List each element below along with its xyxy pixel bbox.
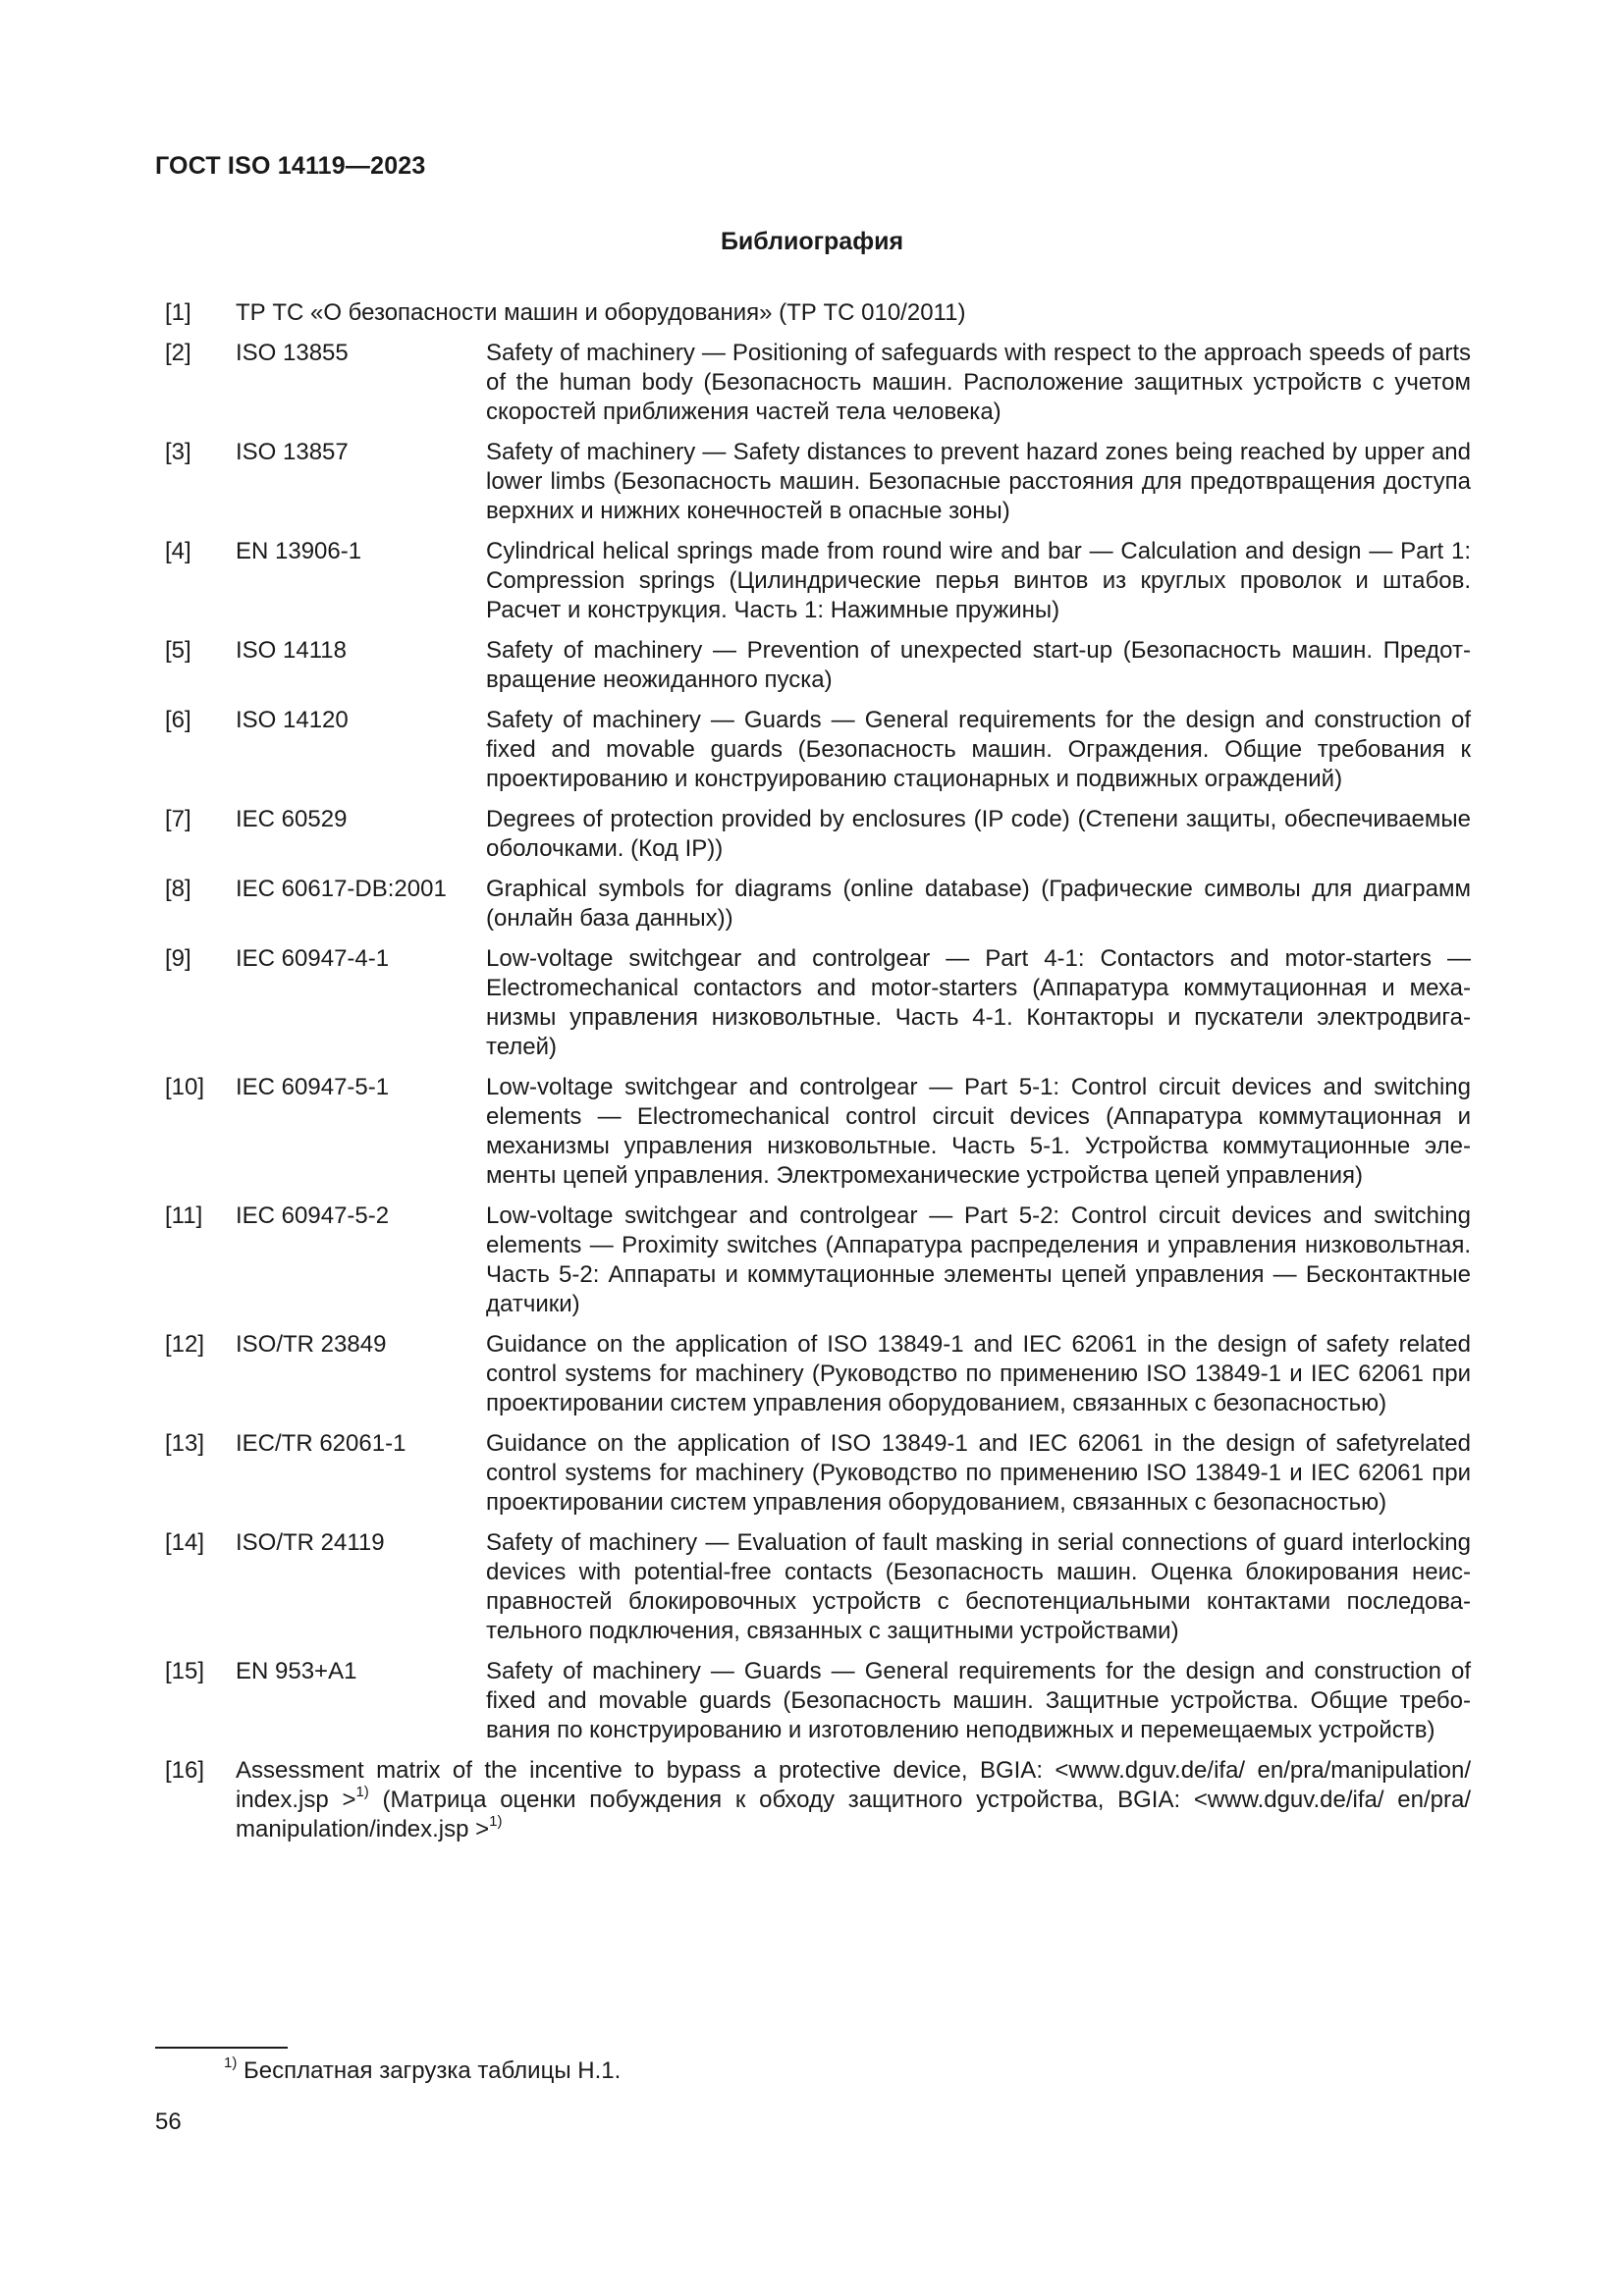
bib-number: [13]	[165, 1430, 205, 1457]
bib-code: IEC 60947-4-1	[236, 945, 390, 972]
bib-code: ISO 14118	[236, 637, 347, 664]
bib-entry	[165, 706, 1471, 794]
bib-number: [5]	[165, 637, 191, 664]
bib-code: IEC 60529	[236, 806, 348, 832]
bib-entry	[165, 1073, 1471, 1191]
bib-entry	[165, 636, 1471, 695]
bib-description: Safety of machinery — Prevention of unexpected start-up (Безопасность машин. Предотвращение неожиданного пуска)	[486, 637, 1471, 693]
bib-entry	[165, 875, 1471, 934]
bib-description: Safety of machinery — Evaluation of fault masking in serial connections of guard interlocking devices with potential-free contacts (Безопасность машин. Оценка блокирования неисправностей блокировочных устройств с беспотенциальными контактами последовательного подключения, связанных с защитными устройствами)	[486, 1529, 1471, 1644]
bib-description: Low-voltage switchgear and controlgear — Part 5-1: Control circuit devices and switching elements — Electromechanical control circuit devices (Аппаратура коммутационная и механизмы управления низковольтные. Часть 5-1. Устройства коммутационные элементы цепей управления. Электромеханические устройства цепей управления)	[486, 1074, 1471, 1189]
bib-entry-16	[165, 1756, 1471, 1844]
bib-number: [6]	[165, 707, 191, 733]
bib-number: [15]	[165, 1658, 205, 1684]
bib-number: [14]	[165, 1529, 205, 1556]
bib-entry	[165, 1330, 1471, 1418]
footnote	[224, 2057, 621, 2085]
bib-description: Graphical symbols for diagrams (online database) (Графические символы для диаграмм (онлайн база данных))	[486, 876, 1471, 932]
bib-entry	[165, 805, 1471, 864]
bib-description: Cylindrical helical springs made from round wire and bar — Calculation and design — Part 1: Compression springs (Цилиндрические перья винтов из круглых проволок и штабов. Расчет и конструкция. Часть 1: Нажимные пружины)	[486, 538, 1471, 623]
bib-number: [8]	[165, 876, 191, 902]
bib-code: ISO/TR 24119	[236, 1529, 385, 1556]
bib-number: [10]	[165, 1074, 205, 1100]
section-title: Библиография	[720, 228, 904, 255]
footnote-ref: 1)	[355, 1784, 369, 1800]
bib-entry	[165, 438, 1471, 526]
bib-code: IEC 60617-DB:2001	[236, 876, 447, 902]
bib-number: [2]	[165, 340, 191, 366]
bib-code: IEC 60947-5-2	[236, 1202, 390, 1229]
bib-entry	[165, 537, 1471, 625]
bib-code: EN 13906-1	[236, 538, 362, 564]
bib-entry	[165, 1657, 1471, 1745]
bib-description: Low-voltage switchgear and controlgear — Part 5-2: Control circuit devices and switching elements — Proximity switches (Аппаратура распределения и управления низковольтная. Часть 5-2: Аппараты и коммутационные элементы цепей управления — Бесконтактные датчики)	[486, 1202, 1471, 1317]
bib-entry-1	[165, 298, 1471, 328]
bib-description: Safety of machinery — Positioning of safeguards with respect to the approach speeds of parts of the human body (Безопасность машин. Расположение защитных устройств с учетом скоростей приближения частей тела человека)	[486, 340, 1471, 425]
bib-entry	[165, 1528, 1471, 1646]
footnote-marker: 1)	[224, 2055, 238, 2071]
bib-description: Guidance on the application of ISO 13849-1 and IEC 62061 in the design of safetyrelated control systems for machinery (Руководство по применению ISO 13849-1 и IEC 62061 при проектировании систем управления оборудованием, связанных с безопасностью)	[486, 1430, 1471, 1516]
bib-code: IEC/TR 62061-1	[236, 1430, 406, 1457]
bib-code: ISO 13855	[236, 340, 349, 366]
bib-description	[236, 1756, 1471, 1844]
bib-entry	[165, 1201, 1471, 1319]
footnote-text: Бесплатная загрузка таблицы Н.1.	[237, 2057, 622, 2084]
bib-number: [11]	[165, 1202, 203, 1229]
bib-entry	[165, 1429, 1471, 1518]
bib-description: Safety of machinery — Guards — General requirements for the design and construction of fixed and movable guards (Безопасность машин. Защитные устройства. Общие требования по конструированию и изготовлению неподвижных и перемещаемых устройств)	[486, 1658, 1471, 1743]
bib-number: [3]	[165, 439, 191, 465]
page-number: 56	[155, 2109, 182, 2135]
bib-number: [12]	[165, 1331, 205, 1358]
bib-description: Safety of machinery — Safety distances to prevent hazard zones being reached by upper and lower limbs (Безопасность машин. Безопасные расстояния для предотвращения доступа верхних и нижних конечностей в опасные зоны)	[486, 439, 1471, 524]
bib-description: Guidance on the application of ISO 13849-1 and IEC 62061 in the design of safety related control systems for machinery (Руководство по применению ISO 13849-1 и IEC 62061 при проектировании систем управления оборудованием, связанных с безопасностью)	[486, 1331, 1471, 1416]
bib-description: Safety of machinery — Guards — General requirements for the design and construction of fixed and movable guards (Безопасность машин. Ограждения. Общие требования к проектированию и конструированию стационарных и подвижных ограждений)	[486, 707, 1471, 792]
bibliography-list	[165, 298, 1471, 1855]
bib-number: [1]	[165, 299, 191, 326]
document-header: ГОСТ ISO 14119—2023	[155, 152, 426, 180]
bib-code: ISO 14120	[236, 707, 349, 733]
bib-entry	[165, 944, 1471, 1062]
bib-number: [7]	[165, 806, 191, 832]
footnote-ref: 1)	[489, 1813, 503, 1830]
bib-text-part: (Матрица оценки побуждения к обходу защитного устройства, BGIA: <www.dguv.de/ifa/ en/pra/ manipulation/index.jsp >	[236, 1787, 1471, 1842]
bib-entry	[165, 339, 1471, 427]
bib-number: [9]	[165, 945, 191, 972]
bib-text-part: Assessment matrix of the incentive to bypass a protective device, BGIA: <www.dguv.de/ifa/ en/pra/manipulation/ index.jsp >	[236, 1757, 1471, 1813]
bib-code: ISO/TR 23849	[236, 1331, 387, 1358]
bib-description: Degrees of protection provided by enclosures (IP code) (Степени защиты, обеспечиваемые оболочками. (Код IP))	[486, 806, 1471, 862]
bib-number: [16]	[165, 1757, 205, 1784]
bib-description: Low-voltage switchgear and controlgear — Part 4-1: Contactors and motor-starters — Electromechanical contactors and motor-starters (Аппаратура коммутационная и механизмы управления низковольтные. Часть 4-1. Контакторы и пускатели электродвигателей)	[486, 945, 1471, 1060]
bib-code: ISO 13857	[236, 439, 349, 465]
bib-code: EN 953+A1	[236, 1658, 357, 1684]
footnote-divider	[155, 2047, 288, 2049]
bib-code: IEC 60947-5-1	[236, 1074, 390, 1100]
bib-description: ТР ТС «О безопасности машин и оборудования» (ТР ТС 010/2011)	[236, 299, 966, 326]
bib-number: [4]	[165, 538, 191, 564]
